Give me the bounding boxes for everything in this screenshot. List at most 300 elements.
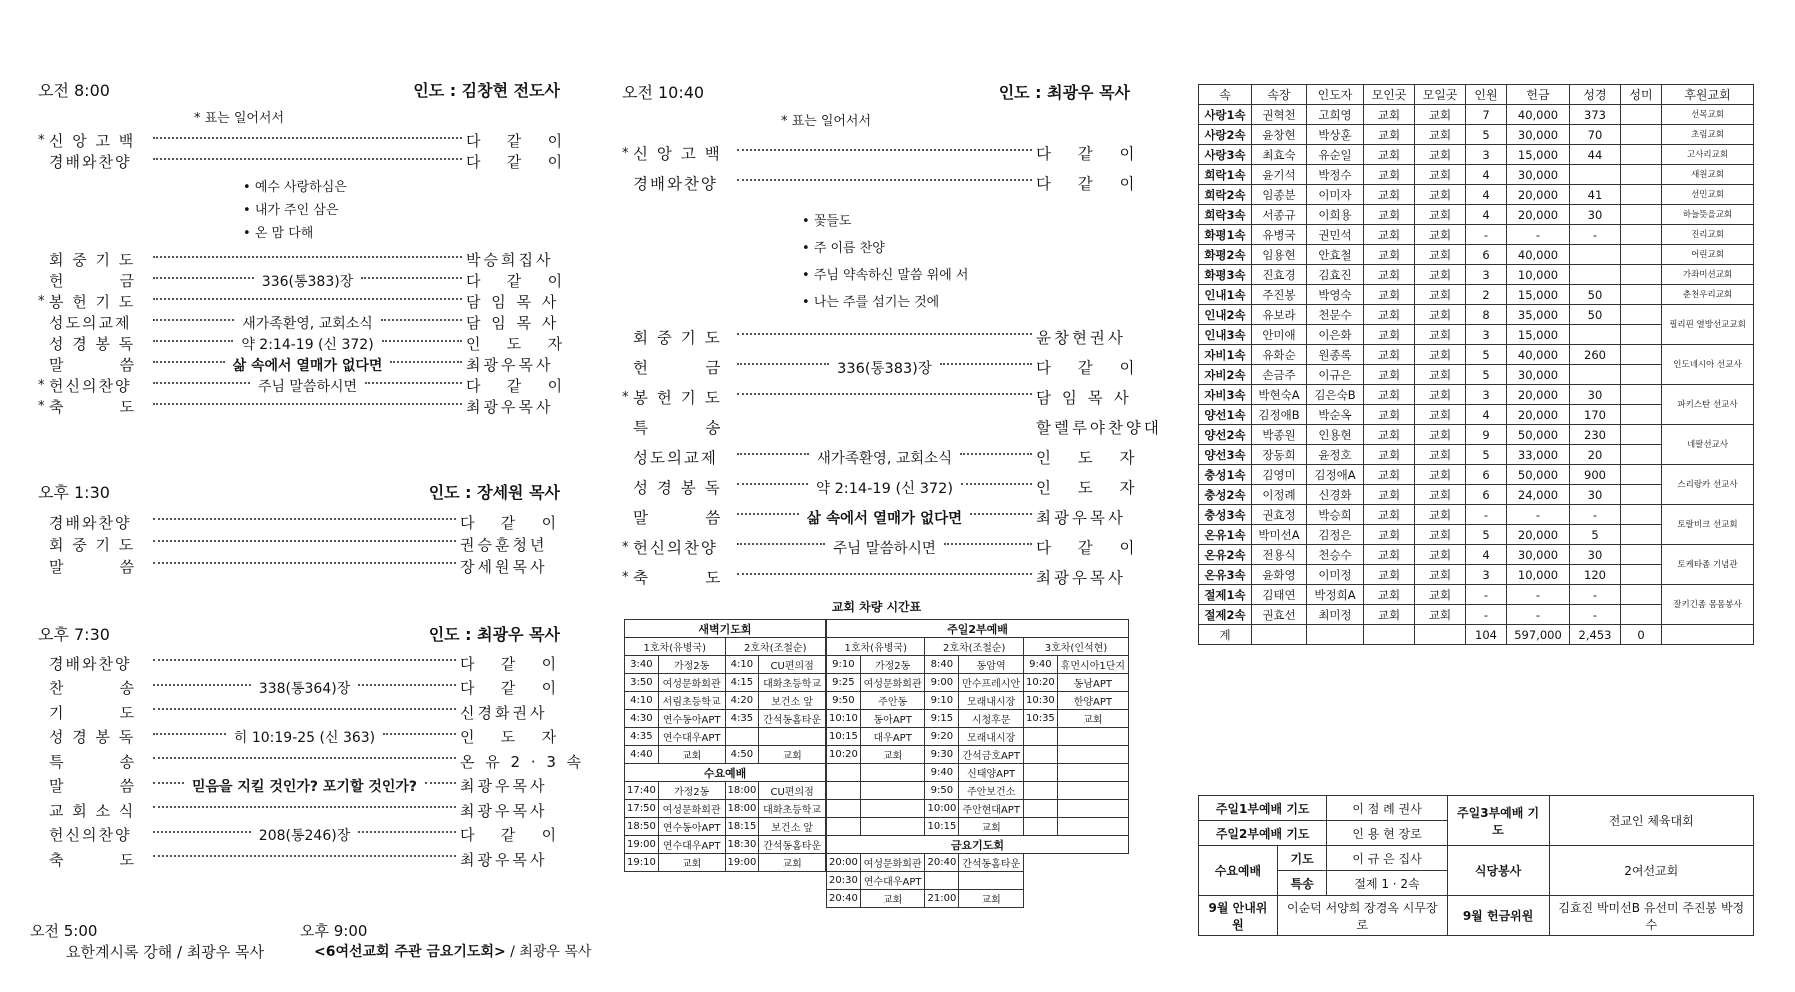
stop-time: 9:20: [925, 728, 959, 746]
bible: 120: [1570, 565, 1621, 585]
stop-place: 대화초등학교: [759, 674, 826, 692]
offering: 10,000: [1507, 265, 1570, 285]
dot-leader: [153, 831, 251, 833]
dot-leader: [153, 684, 251, 686]
dot-leader: [153, 562, 456, 564]
dot-leader: [153, 733, 226, 735]
meet-place: 교회: [1364, 405, 1415, 425]
stop-time: 4:10: [625, 692, 659, 710]
order-person: 담 임 목 사: [466, 293, 560, 311]
stop-place: [1057, 800, 1128, 818]
stop-place: [759, 728, 826, 746]
dot-leader: [153, 298, 462, 300]
gather-place: 교회: [1415, 365, 1466, 385]
rice: [1621, 185, 1662, 205]
sun2-value: 인 용 현 장로: [1327, 821, 1447, 846]
support-church: 필리핀 열방선교교회: [1662, 305, 1754, 345]
bible: 260: [1570, 345, 1621, 365]
song-item: • 온 맘 다해: [243, 222, 560, 245]
order-row: [622, 472, 1138, 502]
attendance: 5: [1466, 365, 1507, 385]
gather-place: 교회: [1415, 565, 1466, 585]
order-row: [38, 511, 560, 533]
stop-place: 모래내시장: [959, 728, 1024, 746]
schedule-row: [827, 728, 1129, 746]
service-leader: 인도 : 김창현 전도사: [413, 81, 560, 100]
meet-place: 교회: [1364, 605, 1415, 625]
meet-place: 교회: [1364, 185, 1415, 205]
cell-name: 인내1속: [1199, 285, 1252, 305]
roster-row: [1199, 285, 1754, 305]
order-person: 인 도 자: [1036, 449, 1138, 467]
bible: 5: [1570, 525, 1621, 545]
stop-time: 4:15: [725, 674, 759, 692]
guide: 박순옥: [1307, 405, 1364, 425]
meet-place: 교회: [1364, 105, 1415, 125]
rice: [1621, 465, 1662, 485]
gather-place: 교회: [1415, 285, 1466, 305]
roster-header: 속장: [1252, 85, 1307, 105]
total-cell: [1662, 625, 1754, 645]
order-person: 신경화권사: [460, 703, 548, 722]
vehicle-schedule: [624, 598, 1129, 908]
leader: 유화순: [1252, 345, 1307, 365]
meet-place: 교회: [1364, 565, 1415, 585]
offering: 20,000: [1507, 185, 1570, 205]
order-row: [38, 333, 566, 354]
order-label: 축 도: [633, 569, 723, 587]
cell-name: 자비2속: [1199, 365, 1252, 385]
stop-time: 19:00: [725, 854, 759, 872]
attendance: 3: [1466, 565, 1507, 585]
order-person: 최광우목사: [466, 356, 554, 374]
stop-place: 휴먼시아1단지: [1057, 656, 1128, 674]
stop-time: 18:50: [625, 818, 659, 836]
order-row: [38, 798, 560, 823]
dot-leader: [737, 453, 809, 455]
roster-row: [1199, 305, 1754, 325]
roster-table: [1198, 84, 1754, 645]
offering: 20,000: [1507, 405, 1570, 425]
cell-name: 희락3속: [1199, 205, 1252, 225]
guide: 김효진: [1307, 265, 1364, 285]
order-row: [622, 502, 1130, 532]
cell-name: 양선1속: [1199, 405, 1252, 425]
meet-place: 교회: [1364, 585, 1415, 605]
order-label: 회 중 기 도: [49, 251, 136, 269]
rice: [1621, 425, 1662, 445]
sunday-schedule-table: [826, 619, 1129, 908]
roster-header: 인원: [1466, 85, 1507, 105]
gather-place: 교회: [1415, 165, 1466, 185]
order-list: [38, 511, 560, 577]
rice: [1621, 545, 1662, 565]
standing-marker: *: [38, 294, 45, 309]
dot-leader: [737, 573, 1032, 575]
stop-time: [827, 818, 861, 836]
dot-leader: [737, 513, 799, 515]
order-row: [38, 291, 560, 312]
order-label: 봉 헌 기 도: [49, 293, 136, 311]
gather-place: 교회: [1415, 485, 1466, 505]
schedule-row: [827, 854, 1129, 872]
offering: 30,000: [1507, 165, 1570, 185]
support-church: 인도네시아 선교사: [1662, 345, 1754, 385]
support-church: 파키스탄 선교사: [1662, 385, 1754, 425]
order-label: 성 경 봉 독: [633, 479, 722, 497]
offering-value: 김효진 박미선B 유선미 주진봉 박정수: [1549, 896, 1754, 936]
stop-time: 4:40: [625, 746, 659, 764]
leader: 최효숙: [1252, 145, 1307, 165]
rice: [1621, 265, 1662, 285]
gather-place: 교회: [1415, 185, 1466, 205]
roster-row: [1199, 165, 1754, 185]
stop-place: 연수동아APT: [658, 710, 725, 728]
leader: 김정애B: [1252, 405, 1307, 425]
cell-name: 사랑1속: [1199, 105, 1252, 125]
roster-header: 후원교회: [1662, 85, 1754, 105]
meet-place: 교회: [1364, 465, 1415, 485]
order-person: 다 같 이: [460, 679, 560, 698]
schedule-row: [625, 746, 826, 764]
order-detail: 208(통246)장: [258, 827, 351, 844]
rice: [1621, 245, 1662, 265]
gather-place: 교회: [1415, 345, 1466, 365]
offering: 15,000: [1507, 145, 1570, 165]
support-church: 새원교회: [1662, 165, 1754, 185]
order-detail: 336(통383)장: [837, 360, 932, 377]
dot-leader: [153, 806, 456, 808]
order-label: 찬 송: [49, 679, 137, 698]
gather-place: 교회: [1415, 245, 1466, 265]
roster-row: [1199, 125, 1754, 145]
schedule-row: [827, 800, 1129, 818]
order-row: [38, 151, 566, 172]
roster-row: [1199, 505, 1754, 525]
gather-place: 교회: [1415, 545, 1466, 565]
roster-row: [1199, 465, 1754, 485]
roster-header: 성미: [1621, 85, 1662, 105]
service-leader: 인도 : 최광우 목사: [998, 83, 1130, 102]
leader: 윤창현: [1252, 125, 1307, 145]
order-detail: 338(통364)장: [258, 680, 351, 697]
gather-place: 교회: [1415, 505, 1466, 525]
order-label: 회 중 기 도: [633, 329, 722, 347]
bible: -: [1570, 225, 1621, 245]
support-church: 가좌미션교회: [1662, 265, 1754, 285]
order-row: [38, 270, 566, 291]
cell-name: 충성1속: [1199, 465, 1252, 485]
stop-place: 주안동: [860, 692, 925, 710]
support-church: 초림교회: [1662, 125, 1754, 145]
support-church: 진리교회: [1662, 225, 1754, 245]
stop-time: 10:20: [827, 746, 861, 764]
schedule-row: [827, 782, 1129, 800]
gather-place: 교회: [1415, 265, 1466, 285]
order-person: 최광우목사: [1036, 509, 1126, 527]
rice: [1621, 605, 1662, 625]
stop-time: 18:15: [725, 818, 759, 836]
order-label: 경배와찬양: [49, 654, 132, 673]
song-item: • 주님 약속하신 말씀 위에 서: [802, 262, 1130, 289]
order-person: 인 도 자: [1036, 479, 1138, 497]
service-header: [38, 78, 560, 101]
order-detail: 삶 속에서 열매가 없다면: [232, 357, 383, 374]
stop-time: 9:00: [925, 674, 959, 692]
schedule-row: [625, 656, 826, 674]
stop-place: 교회: [959, 890, 1024, 908]
order-person: 다 같 이: [466, 132, 566, 150]
order-detail: 약 2:14-19 (신 372): [815, 480, 954, 497]
song-item: • 예수 사랑하심은: [243, 176, 560, 199]
stop-place: 가정2동: [658, 656, 725, 674]
total-cell: 계: [1199, 625, 1252, 645]
dot-leader: [961, 483, 1032, 485]
stop-time: 9:30: [925, 746, 959, 764]
order-row: [38, 533, 560, 555]
meet-place: 교회: [1364, 125, 1415, 145]
stop-time: 10:10: [827, 710, 861, 728]
cell-name: 온유3속: [1199, 565, 1252, 585]
gather-place: 교회: [1415, 205, 1466, 225]
roster-header: 헌금: [1507, 85, 1570, 105]
stop-place: 연수동아APT: [658, 818, 725, 836]
dot-leader: [358, 831, 456, 833]
offering: 10,000: [1507, 565, 1570, 585]
offering: 30,000: [1507, 365, 1570, 385]
bible: 373: [1570, 105, 1621, 125]
stop-time: 9:50: [827, 692, 861, 710]
rice: [1621, 225, 1662, 245]
total-cell: [1415, 625, 1466, 645]
guide: 최미정: [1307, 605, 1364, 625]
offering: -: [1507, 605, 1570, 625]
order-row: [38, 130, 566, 151]
dot-leader: [425, 782, 456, 784]
gather-place: 교회: [1415, 225, 1466, 245]
guide: 김정애A: [1307, 465, 1364, 485]
order-person: 담 임 목 사: [466, 314, 560, 332]
order-row: [622, 322, 1130, 352]
order-person: 최광우목사: [1036, 569, 1126, 587]
meet-place: 교회: [1364, 425, 1415, 445]
attendance: -: [1466, 505, 1507, 525]
sunday-header: 주일2부예배: [827, 620, 1129, 638]
support-church: 네팔선교사: [1662, 425, 1754, 465]
stop-place: [1057, 764, 1128, 782]
offering: 20,000: [1507, 205, 1570, 225]
stop-time: 19:00: [625, 836, 659, 854]
sun1-label: 주일1부예배 기도: [1199, 796, 1327, 821]
order-label: 성 경 봉 독: [49, 335, 136, 353]
schedule-row: [625, 728, 826, 746]
bible: 30: [1570, 385, 1621, 405]
order-label: 축 도: [49, 850, 137, 869]
order-row: [38, 354, 560, 375]
leader: 임용현: [1252, 245, 1307, 265]
guide: 권민석: [1307, 225, 1364, 245]
stop-time: 4:35: [625, 728, 659, 746]
stop-time: 10:35: [1023, 710, 1057, 728]
order-person: 다 같 이: [466, 272, 566, 290]
leader: 서종규: [1252, 205, 1307, 225]
stop-place: 교회: [759, 746, 826, 764]
attendance: 4: [1466, 185, 1507, 205]
order-list: [622, 322, 1162, 592]
bible: [1570, 265, 1621, 285]
attendance: 4: [1466, 205, 1507, 225]
dawn-time: 오전 5:00: [30, 922, 98, 940]
stop-time: 4:35: [725, 710, 759, 728]
wed-special-value: 절제 1 · 2속: [1327, 871, 1447, 896]
stop-place: 교회: [860, 890, 925, 908]
schedule-row: [827, 890, 1129, 908]
rice: [1621, 505, 1662, 525]
guide: 신경화: [1307, 485, 1364, 505]
guide: 이규은: [1307, 365, 1364, 385]
stop-time: 4:20: [725, 692, 759, 710]
stop-time: 18:30: [725, 836, 759, 854]
service-header: [38, 622, 560, 645]
friday-host: <6여선교회 주관 금요기도회>: [314, 944, 506, 960]
attendance: 8: [1466, 305, 1507, 325]
order-label: 말 씀: [633, 509, 723, 527]
wed-special-label: 특송: [1277, 871, 1326, 896]
order-person: 윤창현권사: [1036, 329, 1126, 347]
order-row: [622, 412, 1162, 442]
roster-header: 인도자: [1307, 85, 1364, 105]
attendance: 6: [1466, 485, 1507, 505]
schedule-row: [827, 872, 1129, 890]
offering: 15,000: [1507, 285, 1570, 305]
support-church: 선민교회: [1662, 185, 1754, 205]
stop-place: 연수대우APT: [658, 728, 725, 746]
order-row: [622, 138, 1138, 168]
roster-header: 모일곳: [1415, 85, 1466, 105]
stop-time: 4:50: [725, 746, 759, 764]
order-person: 다 같 이: [466, 377, 566, 395]
stand-note: * 표는 일어서서: [780, 114, 872, 129]
stop-time: 20:00: [827, 854, 861, 872]
order-label: 헌 금: [633, 359, 723, 377]
order-label: 헌신의찬양: [49, 377, 132, 395]
stop-time: 20:40: [925, 854, 959, 872]
order-label: 봉 헌 기 도: [633, 389, 722, 407]
order-person: 다 같 이: [460, 826, 560, 845]
guide: 이희용: [1307, 205, 1364, 225]
stop-time: 9:25: [827, 674, 861, 692]
support-church: 춘천우리교회: [1662, 285, 1754, 305]
song-list: [38, 176, 560, 245]
stop-time: 19:10: [625, 854, 659, 872]
order-list: [38, 651, 585, 872]
order-detail: 히 10:19-25 (신 363): [233, 729, 376, 746]
dawn-schedule-table: [624, 619, 826, 872]
stop-place: [959, 872, 1024, 890]
stop-time: 9:10: [925, 692, 959, 710]
dot-leader: [153, 403, 462, 405]
order-person: 다 같 이: [460, 513, 560, 532]
order-person: 다 같 이: [466, 153, 566, 171]
wed-label: 수요예배: [1199, 846, 1278, 896]
duty-roster: [1198, 795, 1754, 936]
service-1-30pm: [38, 480, 560, 577]
dot-leader: [358, 684, 456, 686]
attendance: 4: [1466, 405, 1507, 425]
attendance: -: [1466, 585, 1507, 605]
bible: -: [1570, 605, 1621, 625]
dot-leader: [153, 137, 462, 139]
attendance: 3: [1466, 385, 1507, 405]
attendance: 3: [1466, 265, 1507, 285]
stop-time: 10:15: [925, 818, 959, 836]
support-church: 토랄비크 선교회: [1662, 505, 1754, 545]
stop-time: 17:50: [625, 800, 659, 818]
support-church: 스리랑카 선교사: [1662, 465, 1754, 505]
schedule-row: [827, 692, 1129, 710]
car-2: 2호차(조철순): [725, 638, 826, 656]
usher-label: 9월 안내위원: [1199, 896, 1278, 936]
roster-row: [1199, 245, 1754, 265]
stop-place: CU편의점: [759, 782, 826, 800]
dot-leader: [153, 382, 250, 384]
bible: [1570, 325, 1621, 345]
rice: [1621, 325, 1662, 345]
leader: 주진봉: [1252, 285, 1307, 305]
schedule-row: [827, 764, 1129, 782]
duty-table: [1198, 795, 1754, 936]
order-row: [38, 774, 560, 799]
attendance: 4: [1466, 165, 1507, 185]
bible: 41: [1570, 185, 1621, 205]
roster-row: [1199, 425, 1754, 445]
order-person: 인 도 자: [466, 335, 566, 353]
cell-name: 화평2속: [1199, 245, 1252, 265]
friday-preacher: / 최광우 목사: [505, 944, 592, 960]
cell-name: 양선2속: [1199, 425, 1252, 445]
rice: [1621, 405, 1662, 425]
dot-leader: [361, 277, 462, 279]
order-label: 경배와찬양: [49, 153, 132, 171]
stop-place: 여성문화회관: [860, 674, 925, 692]
roster-row: [1199, 205, 1754, 225]
roster-total-row: [1199, 625, 1754, 645]
schedule-row: [827, 656, 1129, 674]
offering: 35,000: [1507, 305, 1570, 325]
rice: [1621, 165, 1662, 185]
cell-name: 충성3속: [1199, 505, 1252, 525]
meet-place: 교회: [1364, 165, 1415, 185]
order-row: [622, 168, 1138, 198]
gather-place: 교회: [1415, 425, 1466, 445]
stop-place: 연수대우APT: [860, 872, 925, 890]
stop-place: [1057, 728, 1128, 746]
dot-leader: [153, 518, 456, 520]
offering: -: [1507, 585, 1570, 605]
dawn-header: 새벽기도회: [625, 620, 826, 638]
stop-time: 10:15: [827, 728, 861, 746]
attendance: 3: [1466, 325, 1507, 345]
roster-row: [1199, 265, 1754, 285]
dot-leader: [737, 363, 829, 365]
bible: 30: [1570, 485, 1621, 505]
offering: -: [1507, 225, 1570, 245]
offering: 40,000: [1507, 105, 1570, 125]
service-header: [38, 480, 560, 503]
order-label: 특 송: [633, 419, 723, 437]
support-church: 잘키긴좀 몸몸봉사: [1662, 585, 1754, 625]
roster-row: [1199, 545, 1754, 565]
